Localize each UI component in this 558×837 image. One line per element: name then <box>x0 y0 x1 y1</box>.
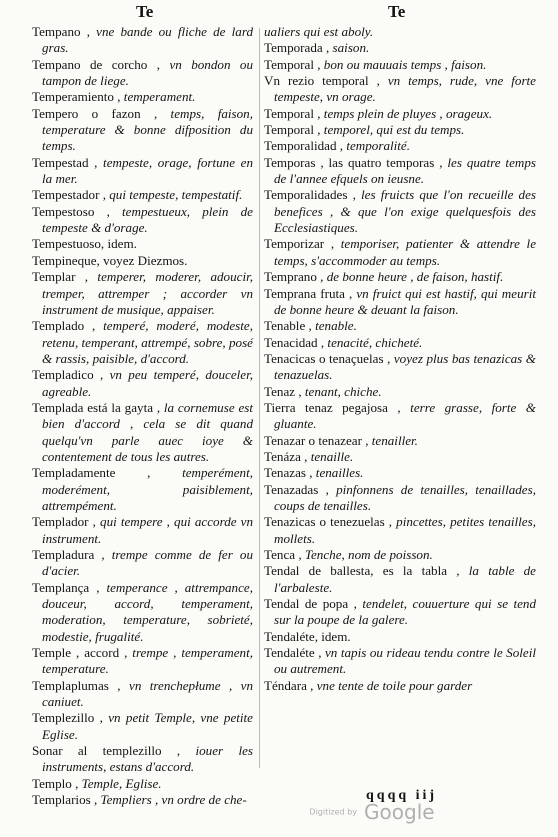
entry-translation: la table de l'arbaleste. <box>274 563 536 595</box>
entry-translation: vne bande ou fliche de lard gras. <box>42 24 253 56</box>
dictionary-entry <box>32 776 253 792</box>
entry-translation: vne tente de toile pour garder <box>313 677 473 693</box>
entry-translation: temps plein de pluyes , orageux. <box>320 105 493 121</box>
dictionary-entry <box>32 547 253 580</box>
entry-headword: Templada está la gayta , <box>32 399 161 415</box>
dictionary-entry <box>264 482 536 515</box>
dictionary-entry <box>264 318 536 334</box>
dictionary-entry <box>264 596 536 629</box>
dictionary-entry <box>264 563 536 596</box>
dictionary-entry <box>32 367 253 400</box>
entry-headword: Tempano , <box>32 24 90 39</box>
entry-translation: temperer, moderer, adoucir, tremper, attremper ; accorder vn instrument de musique, appaiser. <box>42 269 253 317</box>
entry-headword: Tierra tenaz pegajosa , <box>264 399 401 415</box>
entry-translation: tenable. <box>311 318 357 334</box>
entry-translation: temperance , attrempance, douceur, accord, temperament, moderation, temperature, sobrieté, modestie, frugalité. <box>42 579 253 644</box>
entry-translation: vn trenchepłume , vn caniuet. <box>42 677 254 710</box>
entry-translation: saison. <box>329 40 370 56</box>
entry-headword: Temporalidades , <box>264 187 356 203</box>
entry-translation: temporel, qui est du temps. <box>320 122 465 138</box>
entry-translation: Templiers , vn ordre de che- <box>97 792 247 808</box>
dictionary-entry <box>264 57 536 73</box>
entry-translation: tenant, chiche. <box>301 383 382 399</box>
entry-headword: Tempestad , <box>32 154 98 170</box>
dictionary-entry <box>32 236 253 252</box>
entry-headword: Templadamente , <box>32 465 151 481</box>
entry-headword: Tempineque, voyez Diezmos. <box>32 252 188 268</box>
entry-headword: Tempestuoso, idem. <box>32 236 137 252</box>
entry-translation: terre grasse, forte & gluante. <box>274 399 536 432</box>
dictionary-entry <box>264 449 536 465</box>
entry-headword: Temporal , <box>264 105 321 121</box>
entry-translation: les fruicts que l'on recueille des benefices , & que l'on exige quelquesfois des Ecclesiastiques. <box>274 187 537 236</box>
entry-headword: Tendal de popa , <box>264 596 357 612</box>
entry-headword: Temporizar , <box>264 236 335 252</box>
left-column <box>32 24 253 809</box>
entry-translation: trempe comme de fer ou d'acier. <box>42 547 253 579</box>
dictionary-entry <box>264 155 536 188</box>
dictionary-entry <box>264 40 536 56</box>
entry-headword: Temprana fruta , <box>264 285 353 301</box>
entry-translation: iouer les instruments, estans d'accord. <box>42 743 253 775</box>
entry-translation: tenailles. <box>312 465 364 481</box>
entry-headword: Temporalidad , <box>264 138 344 154</box>
entry-headword: Tempano de corcho , <box>32 56 161 72</box>
dictionary-entry <box>32 465 253 514</box>
entry-headword: Téndara , <box>264 677 314 693</box>
entry-headword: Tenaz , <box>264 383 302 399</box>
entry-translation: temperément, moderément, paisiblement, attrempément. <box>42 465 253 513</box>
entry-translation: temperament. <box>120 89 196 105</box>
entry-headword: Temporada , <box>264 40 330 56</box>
entry-translation: la cornemuse est bien d'accord , cela se dit quand quelqu'vn parle auec ioye & contentement de tous les autres. <box>42 399 253 464</box>
dictionary-entry <box>264 678 536 694</box>
entry-translation: de bonne heure , de faison, hastif. <box>323 269 504 285</box>
dictionary-entry <box>32 204 253 237</box>
column-divider <box>259 28 260 768</box>
dictionary-entry <box>264 269 536 285</box>
entry-headword: Templadura , <box>32 547 105 562</box>
entry-headword: Temple , accord , <box>32 645 128 661</box>
entry-headword: Tempero o fazon , <box>32 105 158 121</box>
entry-headword: Templezillo , <box>32 710 103 726</box>
dictionary-entry <box>32 400 253 465</box>
entry-translation: tempestueux, plein de tempeste & d'orage. <box>42 203 253 236</box>
dictionary-entry <box>32 318 253 367</box>
signature-mark: qqqq iij <box>366 788 438 803</box>
entry-headword: Sonar al templezillo , <box>32 743 181 759</box>
entry-headword: Tenazas , <box>264 465 313 481</box>
entry-headword: Tendaléte , <box>264 645 322 661</box>
entry-translation: vn petit Temple, vne petite Eglise. <box>42 710 253 742</box>
entry-headword: Tenacidad , <box>264 334 325 350</box>
entry-headword: Vn rezio temporal , <box>264 73 380 89</box>
entry-translation: vn temps, rude, vne forte tempeste, vn orage. <box>274 73 536 105</box>
dictionary-entry <box>264 384 536 400</box>
entry-translation: pinfonnens de tenailles, tenaillades, coups de tenailles. <box>274 481 536 513</box>
entry-headword: Tenáza , <box>264 448 308 464</box>
entry-headword: Templadico , <box>32 367 104 383</box>
dictionary-entry <box>264 106 536 122</box>
dictionary-entry <box>32 580 253 645</box>
dictionary-entry <box>264 514 536 547</box>
entry-headword: Tenca , <box>264 547 302 562</box>
entry-translation: vn bondon ou tampon de liege. <box>42 56 253 89</box>
entry-translation: pincettes, petites tenailles, mollets. <box>274 514 536 546</box>
dictionary-entry <box>264 138 536 154</box>
entry-headword: Tenazar o tenazear , <box>264 432 369 448</box>
entry-headword: Tenable , <box>264 318 312 334</box>
entry-headword: Templança , <box>32 579 100 595</box>
dictionary-entry <box>264 122 536 138</box>
dictionary-entry <box>264 335 536 351</box>
entry-headword: Tendal de ballesta, es la tabla , <box>264 563 460 579</box>
dictionary-entry <box>264 433 536 449</box>
entry-translation: temporiser, patienter & attendre le temps, s'accommoder au temps. <box>274 236 537 268</box>
entry-translation: vn fruict qui est hastif, qui meurit de bonne heure & deuant la faison. <box>274 285 536 317</box>
entry-translation: Temple, Eglise. <box>78 775 162 791</box>
entry-headword: Templado , <box>32 318 96 334</box>
entry-translation: voyez plus bas tenazicas & tenazuelas. <box>274 350 536 383</box>
entry-translation: tendelet, couuerture qui se tend sur la poupe de la galere. <box>274 596 537 628</box>
entry-translation: temperé, moderé, modeste, retenu, temperant, attrempé, sobre, posé & rassis, paisible, d'accord. <box>42 318 253 366</box>
entry-headword: Templador , <box>32 514 96 530</box>
watermark <box>292 800 452 824</box>
entry-translation: tenacité, chicheté. <box>324 334 423 350</box>
dictionary-entry <box>264 187 536 236</box>
watermark-logo: Google <box>364 800 435 824</box>
entry-headword: Temprano , <box>264 269 324 285</box>
entry-translation: tenaille. <box>307 448 354 464</box>
dictionary-entry <box>264 73 536 106</box>
watermark-small: Digitized by <box>309 807 358 817</box>
dictionary-entry <box>264 286 536 319</box>
entry-headword: Tenacicas o tenaçuelas , <box>264 350 391 366</box>
dictionary-entry <box>32 187 253 203</box>
dictionary-entry <box>32 269 253 318</box>
entry-headword: Temporal , <box>264 56 321 72</box>
entry-translation: trempe , temperament, temperature. <box>42 645 253 677</box>
entry-translation: vn peu temperé, douceler, agreable. <box>42 367 253 399</box>
dictionary-entry <box>264 24 536 40</box>
entry-headword: Templo , <box>32 775 79 791</box>
entry-headword: Tempestoso , <box>32 203 110 219</box>
dictionary-entry <box>32 253 253 269</box>
dictionary-entry <box>32 155 253 188</box>
dictionary-entry <box>32 678 253 711</box>
dictionary-entry <box>32 710 253 743</box>
entry-headword: Templaplumas , <box>32 677 121 693</box>
entry-headword: Temporal , <box>264 122 321 138</box>
dictionary-entry <box>32 792 253 808</box>
entry-translation: vn tapis ou rideau tendu contre le Soleil ou autrement. <box>274 645 536 677</box>
entry-headword: Templarios , <box>32 792 98 808</box>
dictionary-entry <box>264 236 536 269</box>
dictionary-entry <box>32 57 253 90</box>
dictionary-entry <box>264 400 536 433</box>
entry-translation: temporalité. <box>343 138 410 154</box>
dictionary-entry <box>264 465 536 481</box>
entry-translation: qui tempere , qui accorde vn instrument. <box>42 514 254 546</box>
dictionary-entry <box>32 514 253 547</box>
entry-translation: ualiers qui est aboly. <box>264 24 374 39</box>
header-right: Te <box>388 2 406 21</box>
entry-headword: Templar , <box>32 269 89 285</box>
entry-translation: tenailler. <box>368 432 418 448</box>
entry-translation: qui tempeste, tempestatif. <box>105 187 243 203</box>
entry-translation: temps, faison, temperature & bonne difposition du temps. <box>42 105 253 154</box>
entry-translation: bon ou mauuais temps , faison. <box>320 56 487 72</box>
right-column <box>264 24 536 694</box>
entry-headword: Tendaléte, idem. <box>264 628 351 644</box>
dictionary-entry <box>264 629 536 645</box>
entry-headword: Tempestador , <box>32 187 106 203</box>
entry-translation: les quatre temps de l'annee efquels on ieusne. <box>274 154 536 187</box>
entry-headword: Temperamiento , <box>32 89 121 105</box>
entry-translation: tempeste, orage, fortune en la mer. <box>42 154 254 187</box>
dictionary-entry <box>32 645 253 678</box>
entry-headword: Tenazicas o tenezuelas , <box>264 514 393 530</box>
dictionary-entry <box>264 351 536 384</box>
dictionary-entry <box>32 743 253 776</box>
dictionary-entry <box>32 89 253 105</box>
dictionary-entry <box>264 645 536 678</box>
dictionary-entry <box>32 24 253 57</box>
entry-translation: Tenche, nom de poisson. <box>301 547 433 562</box>
dictionary-entry <box>32 106 253 155</box>
header-left: Te <box>136 2 154 21</box>
dictionary-entry <box>264 547 536 563</box>
entry-headword: Temporas , las quatro temporas , <box>264 154 443 170</box>
entry-headword: Tenazadas , <box>264 481 329 497</box>
